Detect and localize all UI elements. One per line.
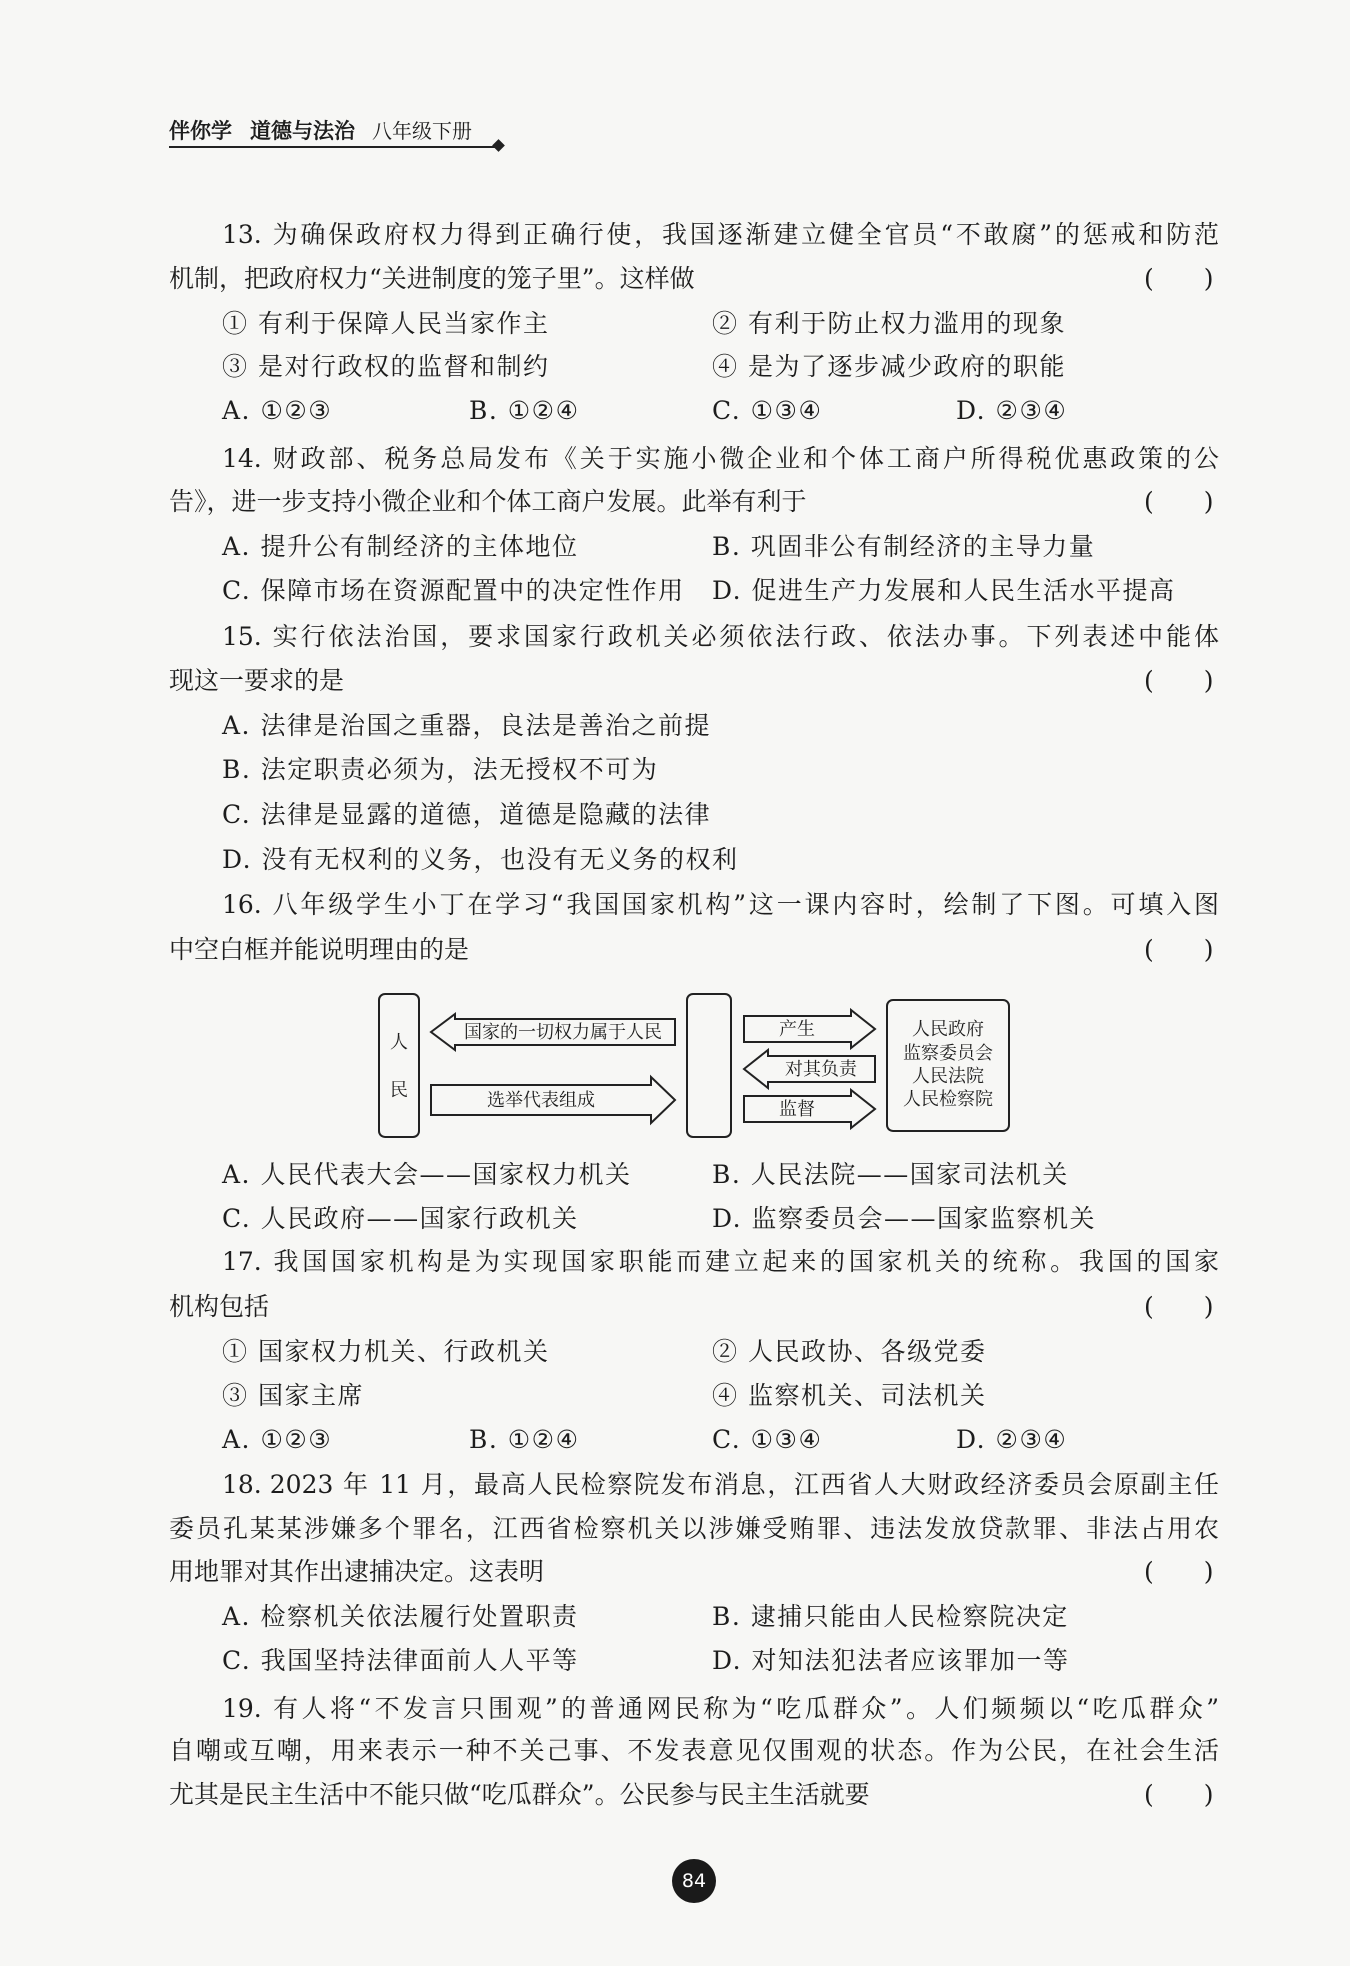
statement-2: ② 有利于防止权力滥用的现象 — [712, 309, 1066, 338]
question-18-line-2: 委员孔某某涉嫌多个罪名，江西省检察机关以涉嫌受贿罪、违法发放贷款罪、非法占用农 — [169, 1514, 1219, 1543]
page-number: 84 — [672, 1859, 716, 1903]
header-rule — [169, 146, 495, 148]
option-c: C. 我国坚持法律面前人人平等 — [222, 1646, 579, 1675]
question-19-line-3: 尤其是民主生活中不能只做“吃瓜群众”。公民参与民主生活就要 — [169, 1780, 870, 1809]
people-label-1: 人 — [390, 1032, 408, 1053]
question-13-line-1 — [222, 219, 1219, 251]
statement-1: ① 国家权力机关、行政机关 — [222, 1337, 550, 1366]
header-subject: 道德与法治 — [250, 119, 355, 143]
question-14-line-2: 告》，进一步支持小微企业和个体工商户发展。此举有利于 — [169, 487, 807, 516]
question-15-line-2: 现这一要求的是 — [169, 666, 345, 695]
people-label-2: 民 — [390, 1080, 408, 1101]
option-d: D. 促进生产力发展和人民生活水平提高 — [712, 576, 1176, 605]
question-18-line-1 — [222, 1469, 1219, 1501]
option-b: B. ①②④ — [469, 1425, 580, 1454]
question-16-line-2: 中空白框并能说明理由的是 — [169, 935, 470, 964]
option-d: D. 没有无权利的义务，也没有无义务的权利 — [222, 845, 739, 874]
arrow-produce-label: 产生 — [779, 1019, 815, 1040]
option-a: A. 法律是治国之重器，良法是善治之前提 — [222, 711, 711, 740]
question-text: 八年级学生小丁在学习“我国国家机构”这一课内容时，绘制了下图。可填入图 — [269, 890, 1219, 919]
question-17-line-1 — [222, 1246, 1219, 1278]
option-d: D. 对知法犯法者应该罪加一等 — [712, 1646, 1070, 1675]
question-13-line-2: 机制，把政府权力“关进制度的笼子里”。这样做 — [169, 264, 695, 293]
option-a: A. 提升公有制经济的主体地位 — [222, 532, 579, 561]
option-c: C. ①③④ — [712, 1425, 823, 1454]
question-15-line-1 — [222, 621, 1219, 653]
option-c: C. 人民政府——国家行政机关 — [222, 1204, 579, 1233]
option-d: D. ②③④ — [956, 1425, 1068, 1454]
question-16-line-1 — [222, 889, 1219, 921]
answer-bracket: ( ) — [1144, 264, 1214, 293]
state-organs-diagram — [370, 985, 1030, 1145]
question-19-line-2: 自嘲或互嘲，用来表示一种不关己事、不发表意见仅围观的状态。作为公民，在社会生活 — [169, 1736, 1219, 1765]
option-b: B. 逮捕只能由人民检察院决定 — [712, 1602, 1069, 1631]
statement-3: ③ 是对行政权的监督和制约 — [222, 352, 550, 381]
option-a: A. 检察机关依法履行处置职责 — [222, 1602, 579, 1631]
option-b: B. 巩固非公有制经济的主导力量 — [712, 532, 1096, 561]
option-b: B. ①②④ — [469, 396, 580, 425]
statement-4: ④ 是为了逐步减少政府的职能 — [712, 352, 1066, 381]
blank-box — [687, 994, 731, 1137]
question-number: 17. — [222, 1247, 262, 1276]
option-d: D. ②③④ — [956, 396, 1068, 425]
organs-label-government: 人民政府 — [912, 1019, 984, 1040]
answer-bracket: ( ) — [1144, 487, 1214, 516]
question-19-line-1 — [222, 1693, 1219, 1725]
question-number: 15. — [222, 622, 262, 651]
question-17-line-2: 机构包括 — [169, 1292, 270, 1321]
question-number: 18. — [222, 1470, 262, 1499]
organs-label-court: 人民法院 — [912, 1066, 984, 1087]
arrow-supervise-label: 监督 — [779, 1099, 815, 1120]
question-number: 13. — [222, 220, 262, 249]
answer-bracket: ( ) — [1144, 1292, 1214, 1321]
question-text: 有人将“不发言只围观”的普通网民称为“吃瓜群众”。人们频频以“吃瓜群众” — [269, 1694, 1219, 1723]
answer-bracket: ( ) — [1144, 1780, 1214, 1809]
organs-label-procuratorate: 人民检察院 — [903, 1089, 993, 1110]
question-text: 为确保政府权力得到正确行使，我国逐渐建立健全官员“不敢腐”的惩戒和防范 — [269, 220, 1219, 249]
question-text: 2023 年 11 月，最高人民检察院发布消息，江西省人大财政经济委员会原副主任 — [269, 1470, 1219, 1499]
question-text: 财政部、税务总局发布《关于实施小微企业和个体工商户所得税优惠政策的公 — [269, 444, 1219, 473]
question-text: 实行依法治国，要求国家行政机关必须依法行政、依法办事。下列表述中能体 — [269, 622, 1219, 651]
question-number: 19. — [222, 1694, 262, 1723]
option-a: A. ①②③ — [222, 1425, 333, 1454]
answer-bracket: ( ) — [1144, 666, 1214, 695]
question-number: 16. — [222, 890, 262, 919]
people-box — [379, 994, 419, 1137]
option-b: B. 法定职责必须为，法无授权不可为 — [222, 755, 659, 784]
question-18-line-3: 用地罪对其作出逮捕决定。这表明 — [169, 1557, 545, 1586]
statement-4: ④ 监察机关、司法机关 — [712, 1381, 987, 1410]
option-c: C. 保障市场在资源配置中的决定性作用 — [222, 576, 685, 605]
question-14-line-1 — [222, 443, 1219, 475]
header-series: 伴你学 — [169, 119, 232, 143]
header-diamond-icon — [492, 139, 505, 152]
option-b: B. 人民法院——国家司法机关 — [712, 1160, 1069, 1189]
option-a: A. ①②③ — [222, 396, 333, 425]
option-c: C. ①③④ — [712, 396, 823, 425]
organs-label-supervisory: 监察委员会 — [903, 1043, 993, 1064]
question-number: 14. — [222, 444, 262, 473]
arrow-power-belongs-label: 国家的一切权力属于人民 — [464, 1022, 662, 1043]
option-a: A. 人民代表大会——国家权力机关 — [222, 1160, 632, 1189]
question-text: 我国国家机构是为实现国家职能而建立起来的国家机关的统称。我国的国家 — [269, 1247, 1219, 1276]
arrow-responsible-label: 对其负责 — [785, 1059, 857, 1080]
answer-bracket: ( ) — [1144, 935, 1214, 964]
statement-2: ② 人民政协、各级党委 — [712, 1337, 987, 1366]
arrow-elect-label: 选举代表组成 — [487, 1090, 595, 1111]
answer-bracket: ( ) — [1144, 1557, 1214, 1586]
header-grade: 八年级下册 — [372, 119, 472, 143]
statement-3: ③ 国家主席 — [222, 1381, 364, 1410]
statement-1: ① 有利于保障人民当家作主 — [222, 309, 550, 338]
option-c: C. 法律是显露的道德，道德是隐藏的法律 — [222, 800, 712, 829]
option-d: D. 监察委员会——国家监察机关 — [712, 1204, 1097, 1233]
